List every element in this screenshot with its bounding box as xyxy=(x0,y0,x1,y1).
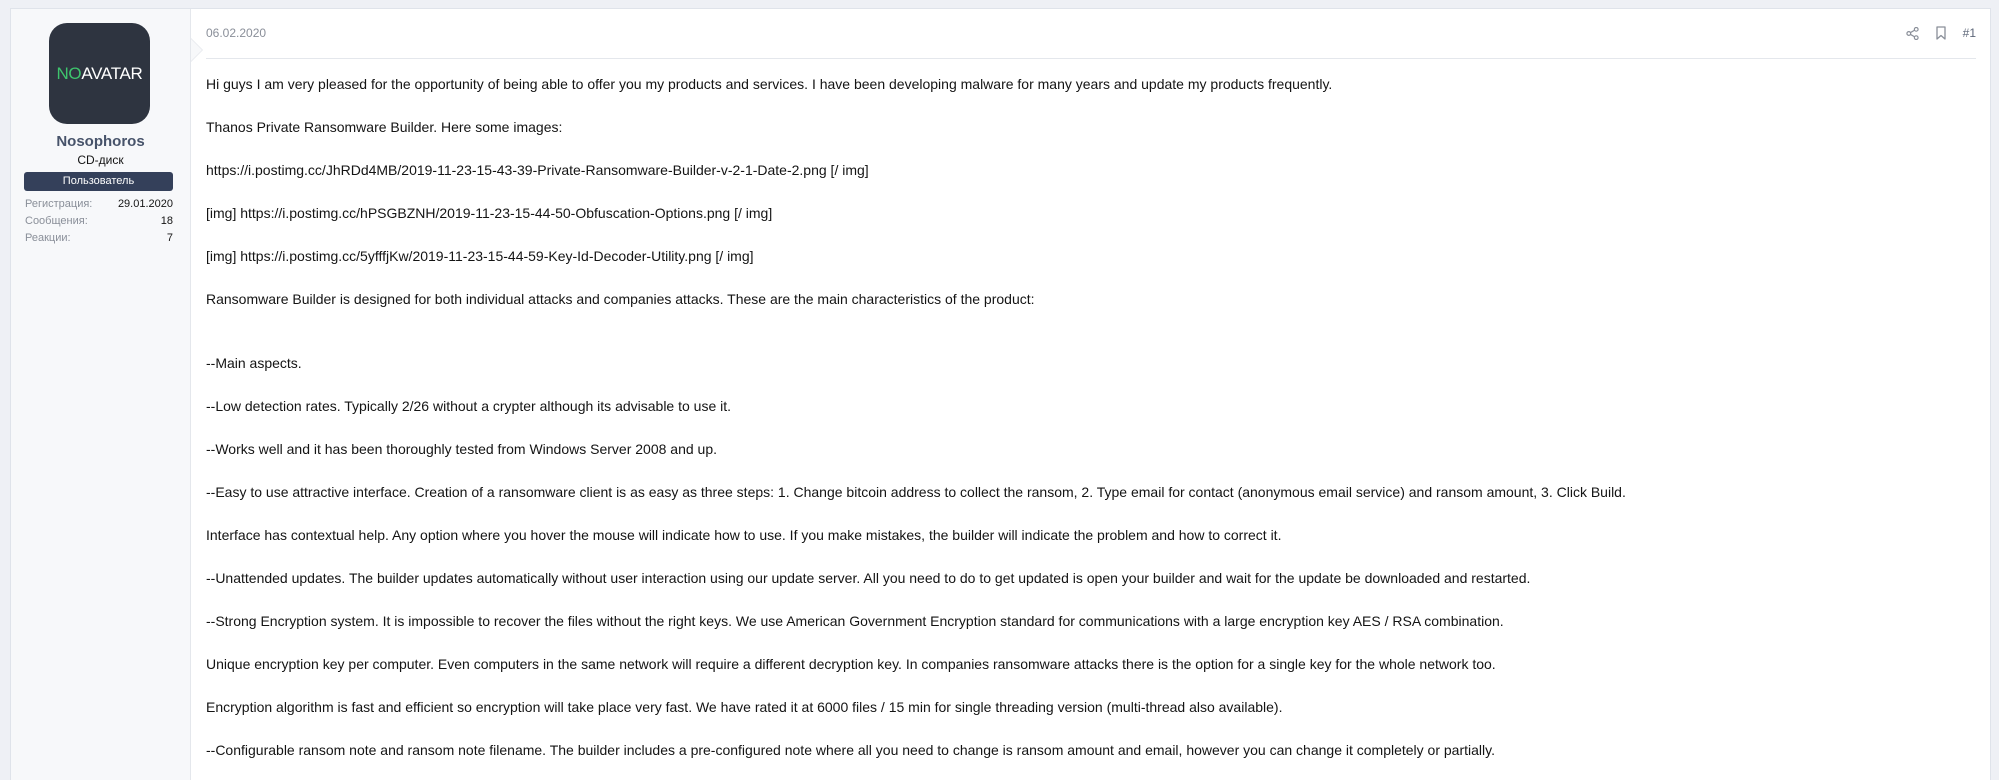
post-line: --Strong Encryption system. It is impossible to recover the files without the right keys. We use American Government Encryption standard for communications with a large encryption key AES / RSA combination. xyxy=(206,613,1504,629)
avatar-text-no: NO xyxy=(56,63,82,83)
post-line: Thanos Private Ransomware Builder. Here some images: xyxy=(206,119,563,135)
post-line: --Main aspects. xyxy=(206,355,302,371)
post-line: Ransomware Builder is designed for both individual attacks and companies attacks. These are the main characteristics of the product: xyxy=(206,291,1035,307)
stat-registration xyxy=(25,197,173,212)
stat-messages xyxy=(25,214,173,229)
stat-value: 7 xyxy=(166,232,173,244)
post-container xyxy=(10,8,1991,780)
post-line: Encryption algorithm is fast and efficient so encryption will take place very fast. We have rated it at 6000 files / 15 min for single threading version (multi-thread also available). xyxy=(206,699,1283,715)
role-badge: Пользователь xyxy=(24,172,173,191)
post-line-link: [img] https://i.postimg.cc/hPSGBZNH/2019-11-23-15-44-50-Obfuscation-Options.png [/ img] xyxy=(206,205,773,221)
user-title: CD-диск xyxy=(77,153,124,167)
share-icon[interactable] xyxy=(1905,25,1921,41)
avatar[interactable] xyxy=(49,23,150,124)
post-line: --Easy to use attractive interface. Creation of a ransomware client is as easy as three steps: 1. Change bitcoin address to collect the ransom, 2. Type email for contact (anonymous email service) and ransom amount, 3. Click Build. xyxy=(206,484,1626,500)
post-header xyxy=(206,9,1976,59)
post-line: Interface has contextual help. Any option where you hover the mouse will indicate how to use. If you make mistakes, the builder will indicate the problem and how to correct it. xyxy=(206,527,1282,543)
post-line: --Works well and it has been thoroughly tested from Windows Server 2008 and up. xyxy=(206,441,717,457)
post-line-link: [img] https://i.postimg.cc/5yfffjKw/2019-11-23-15-44-59-Key-Id-Decoder-Utility.png [/ img] xyxy=(206,248,754,264)
stat-value: 18 xyxy=(160,215,173,227)
stat-label: Реакции: xyxy=(25,232,71,244)
stat-reactions xyxy=(25,231,173,246)
bookmark-icon[interactable] xyxy=(1933,25,1949,41)
post-number-link[interactable]: #1 xyxy=(1962,26,1976,40)
user-info-panel xyxy=(11,9,191,780)
stat-label: Регистрация: xyxy=(25,198,93,210)
username-link[interactable]: Nosophoros xyxy=(56,133,145,150)
post-line-link: https://i.postimg.cc/JhRDd4MB/2019-11-23-15-43-39-Private-Ransomware-Builder-v-2-1-Date-2.png [/ img] xyxy=(206,162,869,178)
post-date[interactable]: 06.02.2020 xyxy=(206,26,267,40)
post-line: Hi guys I am very pleased for the opportunity of being able to offer you my products and services. I have been developing malware for many years and update my products frequently. xyxy=(206,76,1333,92)
stat-label: Сообщения: xyxy=(25,215,88,227)
user-arrow xyxy=(191,39,202,61)
post-line: Unique encryption key per computer. Even computers in the same network will require a different decryption key. In companies ransomware attacks there is the option for a single key for the whole network too. xyxy=(206,656,1496,672)
stat-value: 29.01.2020 xyxy=(117,198,173,210)
post-line: --Low detection rates. Typically 2/26 without a crypter although its advisable to use it. xyxy=(206,398,732,414)
post-header-actions xyxy=(1893,23,1976,43)
avatar-text-avatar: AVATAR xyxy=(81,63,143,83)
post-line: --Unattended updates. The builder updates automatically without user interaction using our update server. All you need to do to get updated is open your builder and wait for the update be downloaded and restarted. xyxy=(206,570,1531,586)
post-line: --Configurable ransom note and ransom note filename. The builder includes a pre-configured note where all you need to change is ransom amount and email, however you can change it completely or partially. xyxy=(206,742,1495,758)
